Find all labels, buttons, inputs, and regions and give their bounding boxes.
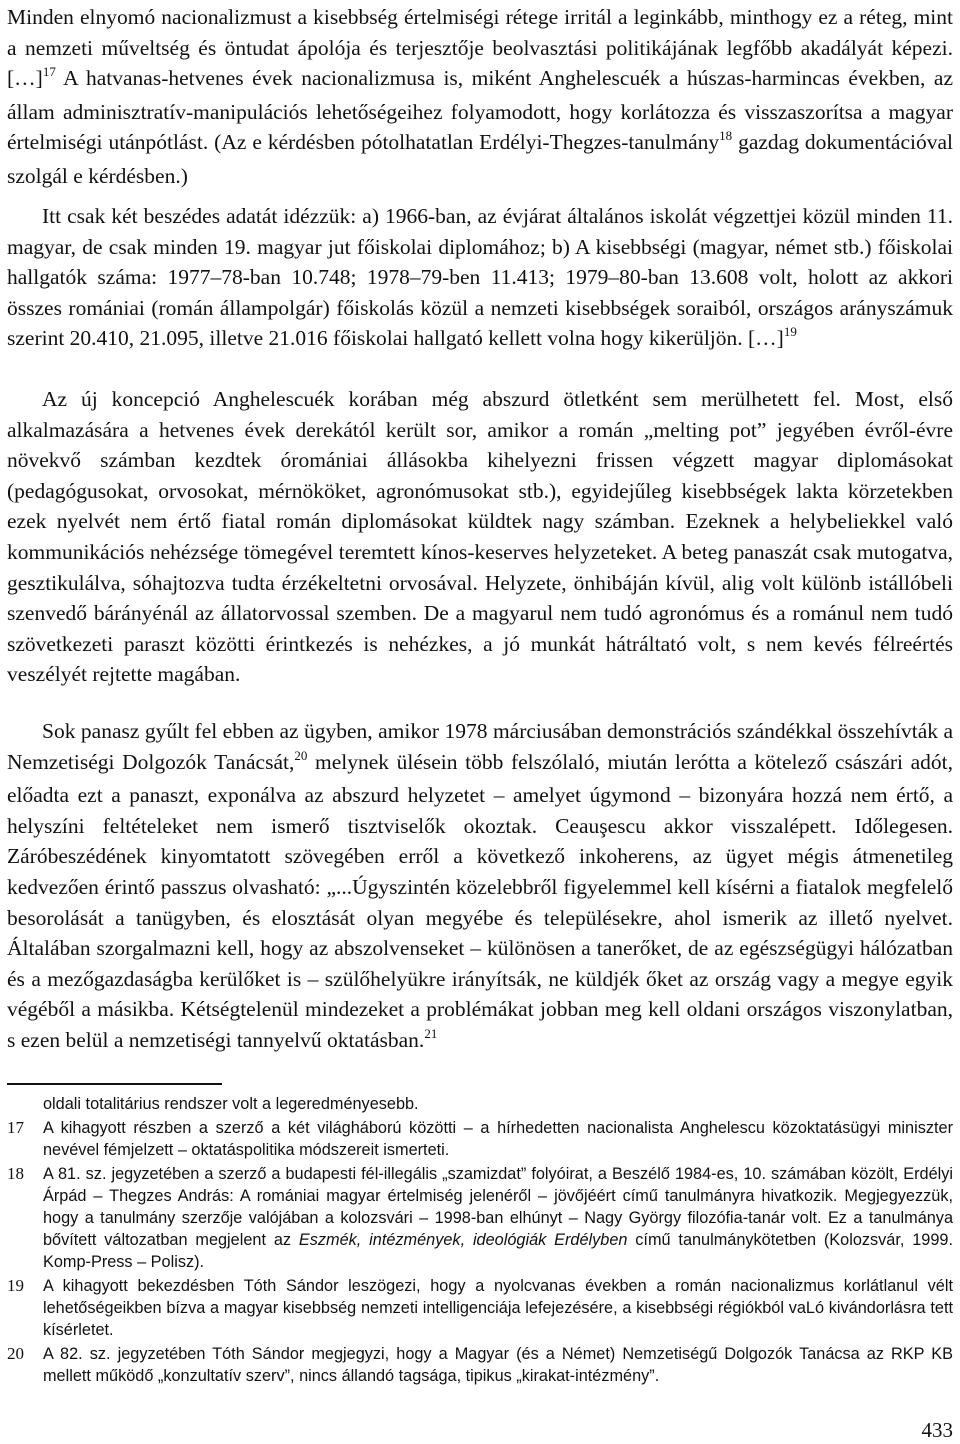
footnote-ref-19[interactable]: 19 xyxy=(783,324,797,340)
paragraph-1: Minden elnyomó nacionalizmust a kisebbség értelmiségi rétege irritál a leginkább, minthogy ez a réteg, mint a nemzeti műveltség és öntudat ápolója és terjesztője beolvasztási politikájának legfőbb akadályát képezi. […]$^{17}$ A hatvanas-hetvenes évek nacionalizmusa is, miként Anghelescuék a húszas-harmincas években, az állam adminisztratív-manipulációs lehetőségeihez folyamodott, hogy korlátozza és visszaszorítsa a magyar értelmiségi utánpótlást. (Az e kérdésben pótolhatatlan Erdélyi-Thegzes-tanulmány$^{18}$ gazdag dokumentációval szolgál e kérdésben.) xyxy=(7,5,953,188)
footnote-20: 20 A 82. sz. jegyzetében Tóth Sándor megjegyzi, hogy a Magyar (és a Német) Nemzetiségű Dolgozók Tanácsa az RKP KB mellett működő „konzultatív szerv”, nincs állandó tagsága, tipikus „kirakat-intézmény”. xyxy=(7,1344,953,1385)
paragraph-2: Itt csak két beszédes adatát idézzük: a) 1966-ban, az évjárat általános iskolát végzettjei közül minden 11. magyar, de csak minden 19. magyar jut főiskolai diplomához; b) A kisebbségi (magyar, német stb.) főiskolai hallgatók száma: 1977–78-ban 10.748; 1978–79-ben 11.413; 1979–80-ban 13.608 volt, holott az akkori összes romániai (román állampolgár) főiskolás közül a nemzeti kisebbségek soraiból, országos arányszámuk szerint 20.410, 21.095, illetve 21.016 főiskolai hallgató kellett volna hogy kikerüljön. […]$^{19}$ xyxy=(7,204,953,351)
footnote-17: 17 A kihagyott részben a szerző a két világháború közötti – a hírhedetten nacionalista Anghelescu közoktatásügyi miniszter nevével fémjelzett – oktatáspolitika módszereit ismerteti. xyxy=(7,1118,953,1159)
footnote-separator xyxy=(7,1083,222,1085)
footnotes-section xyxy=(7,1093,953,1387)
footnote-continuation: oldali totalitárius rendszer volt a legeredményesebb. xyxy=(43,1095,419,1113)
footnote-18: 18 A 81. sz. jegyzetében a szerző a budapesti fél-illegális „szamizdat” folyóirat, a Beszélő 1984-es, 10. számában közölt, Erdélyi Árpád – Thegzes András: A romániai magyar értelmiség jelenéről – jövőjéért című tanulmányra hivatkozik. Megjegyezzük, hogy a tanulmány szerzője valójában a kolozsvári – 1998-ban elhúnyt – Nagy György filozófia-tanár volt. Ez a tanulmánya bővített változatban megjelent az Eszmék, intézmények, ideológiák Erdélyben című tanulmánykötetben (Kolozsvár, 1999. Komp-Press – Polisz). xyxy=(7,1164,953,1271)
footnote-number: 17 xyxy=(7,1118,24,1137)
footnote-number: 19 xyxy=(7,1276,24,1295)
footnote-ref-18[interactable]: 18 xyxy=(719,128,733,144)
footnote-ref-17[interactable]: 17 xyxy=(42,64,56,80)
paragraph-4: Sok panasz gyűlt fel ebben az ügyben, amikor 1978 márciusában demonstrációs szándékkal összehívták a Nemzetiségi Dolgozók Tanácsát,$^{20}$ melynek ülésein több felszólaló, miután lerótta a kötelező császári adót, előadta ezt a panaszt, exponálva az abszurd helyzetet – amelyet úgymond – bizonyára hozzá nem értő, a helyszíni feltételeket nem ismerő tisztviselők okoztak. Ceauşescu akkor visszalépett. Időlegesen. Záróbeszédének kinyomtatott szövegében erről a következő inkoherens, az ügyet mégis átmenetileg kedvezően érintő passzus olvasható: „...Úgyszintén közelebbről figyelemmel kell kísérni a fiatalok megfelelő besorolását a tanügyben, és elosztását olyan megyébe és településekre, ahol ismerik az illető nyelvet. Általában szorgalmazni kell, hogy az abszolvenseket – különösen a tanerőket, de az egészségügyi hálózatban és a mezőgazdaságba kerülőket is – szülőhelyükre irányítsák, ne küldjék őket az ország vagy a megye egyik végéből a másikba. Kétségtelenül mindezeket a problémákat jobban meg kell oldani országos viszonylatban, s ezen belül a nemzetiségi tannyelvű oktatásban.$^{21}$ xyxy=(7,719,953,1052)
footnote-19: 19 A kihagyott bekezdésben Tóth Sándor leszögezi, hogy a nyolcvanas években a román nacionalizmus korlátlanul vélt lehetőségeikben bízva a magyar kisebbség nemzeti intelligenciája lefejezésére, a kisebbségi régiókból vaLó kivándorlásra tett kísérletet. xyxy=(7,1276,953,1339)
footnote-number: 20 xyxy=(7,1344,24,1363)
footnote-ref-21[interactable]: 21 xyxy=(424,1025,438,1041)
paragraph-3: Az új koncepció Anghelescuék korában még abszurd ötletként sem merülhetett fel. Most, első alkalmazására a hetvenes évek derekától került sor, amikor a román „melting pot” jegyében évről-évre növekvő számban kezdtek óromániai állásokba kihelyezni frissen végzett magyar diplomásokat (pedagógusokat, orvosokat, mérnököket, agronómusokat stb.), egyidejűleg kisebbségek lakta körzetekben ezek nyelvét nem értő fiatal román diplomásokat küldtek nagy számban. Ezeknek a helybeliekkel való kommunikációs nehézsége tömegével teremtett kínos-keserves helyzeteket. A beteg panaszát csak mutogatva, gesztikulálva, sóhajtozva tudta érzékeltetni orvosával. Helyzete, önhibáján kívül, alig volt különb istállóbeli szenvedő bárányénál az állatorvossal szemben. De a magyarul nem tudó agronómus és a románul nem tudó szövetkezeti paraszt közötti érintkezés is nehézkes, a jó munkát hátráltató volt, s nem kevés félreértés veszélyét rejtette magában. xyxy=(7,387,953,687)
footnote-number: 18 xyxy=(7,1164,24,1183)
footnote-ref-20[interactable]: 20 xyxy=(294,747,308,763)
book-title: Eszmék, intézmények, ideológiák Erdélyben xyxy=(298,1231,628,1249)
page-number: 433 xyxy=(921,1418,953,1442)
